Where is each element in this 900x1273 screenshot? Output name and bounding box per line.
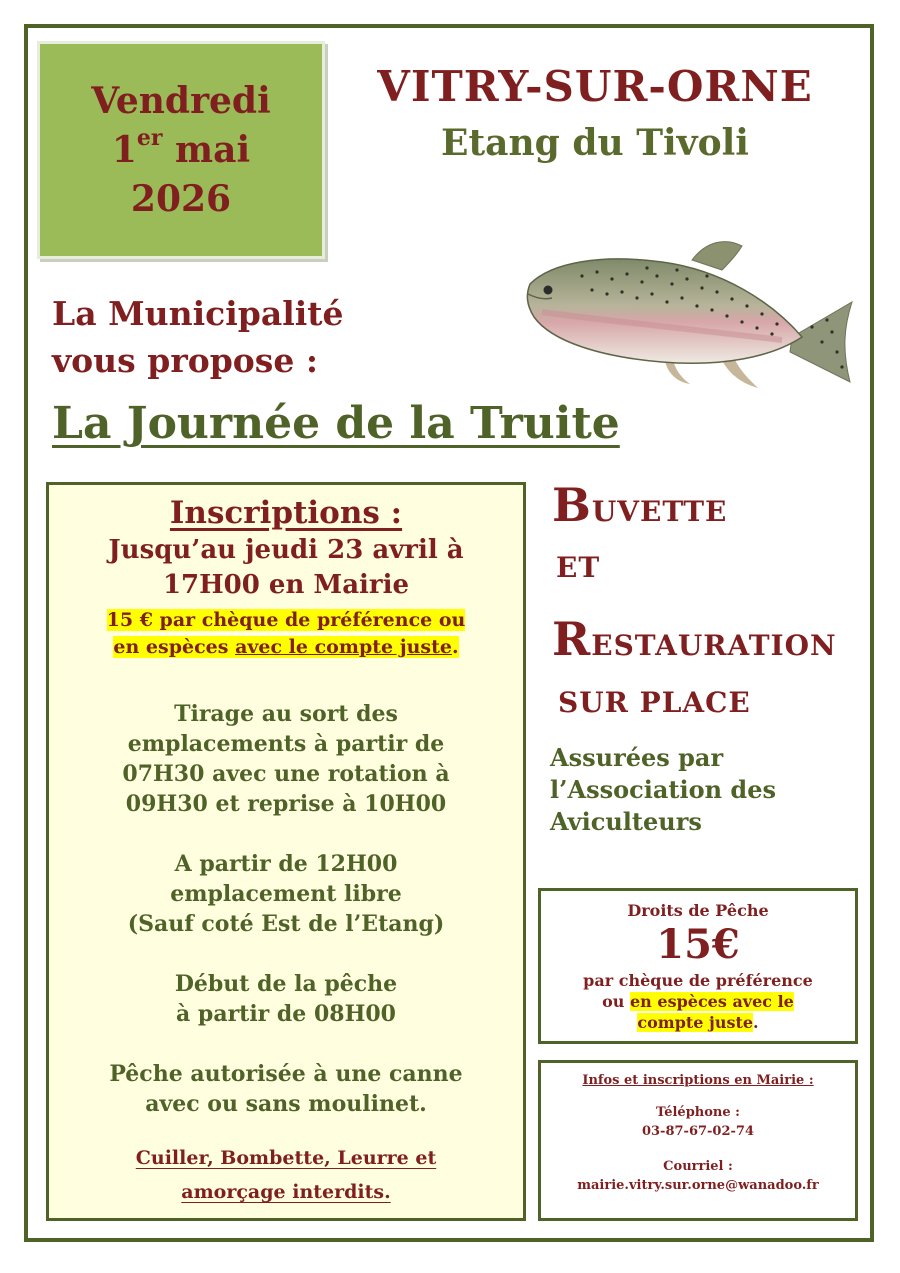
start-info: Début de la pêche à partir de 08H00 [174, 971, 398, 1027]
draw-info: Tirage au sort des emplacements à partir de 07H30 avec une rotation à 09H30 et reprise à 10H00 [122, 701, 450, 817]
fishing-rights-title: Droits de Pêche [627, 901, 769, 920]
fishing-rights-payment: par chèque de préférence ou en espèces avec le compte juste. [583, 971, 813, 1032]
contact-box [538, 1060, 858, 1221]
registration-price: 15 € par chèque de préférence ou en espèces avec le compte juste. [106, 609, 466, 658]
free-spot-info: A partir de 12H00 emplacement libre (Sauf coté Est de l’Etang) [127, 851, 445, 937]
place-subtitle: Etang du Tivoli [441, 122, 749, 164]
town-title: VITRY-SUR-ORNE [377, 62, 813, 111]
sur-place-heading: SUR PLACE [558, 686, 751, 719]
registration-title: Inscriptions : [169, 495, 403, 531]
fishing-rights-box [538, 888, 858, 1044]
association-info: Assurées par l’Association des Aviculteurs [550, 743, 776, 836]
date-day-month: 1er mai [111, 124, 251, 171]
date-weekday: Vendredi [91, 79, 271, 122]
registration-deadline: Jusqu’au jeudi 23 avril à 17H00 en Mairie [108, 535, 464, 600]
phone-number: 03-87-67-02-74 [641, 1124, 755, 1139]
event-title: La Journée de la Truite [52, 398, 620, 449]
gear-info: Pêche autorisée à une canne avec ou sans moulinet. [109, 1061, 463, 1117]
phone-label: Téléphone : [656, 1105, 740, 1120]
date-box [37, 41, 325, 259]
forbidden-rules: Cuiller, Bombette, Leurre et amorçage interdits. [135, 1147, 437, 1203]
contact-title: Infos et inscriptions en Mairie : [582, 1073, 814, 1088]
email-address: mairie.vitry.sur.orne@wanadoo.fr [577, 1178, 819, 1193]
restauration-heading: RESTAURATION [552, 612, 837, 666]
intro-text: La Municipalité vous propose : [52, 294, 344, 380]
buvette-heading: BUVETTE [552, 478, 728, 532]
email-label: Courriel : [663, 1159, 733, 1174]
registration-info-box [46, 482, 526, 1221]
date-year: 2026 [130, 177, 232, 220]
buvette-and: ET [556, 551, 601, 584]
fishing-rights-price: 15€ [656, 921, 740, 968]
